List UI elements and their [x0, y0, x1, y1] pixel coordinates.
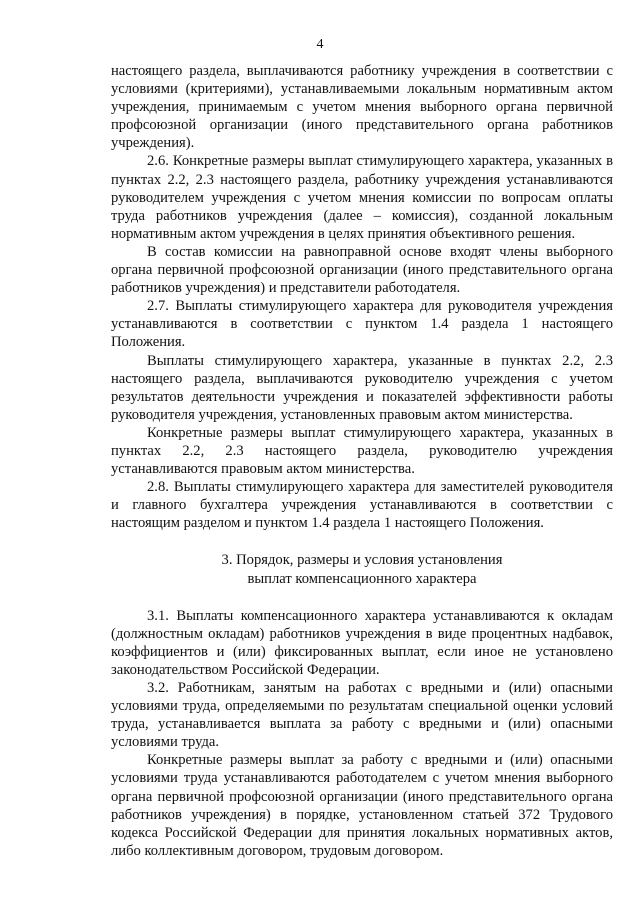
section-heading: [111, 551, 613, 587]
paragraph-2-8: 2.8. Выплаты стимулирующего характера для заместителей руководителя и главного бухгалтера учреждения устанавливаются в соответствии с настоящим разделом и пунктом 1.4 раздела 1 настоящего Положения.: [111, 479, 613, 532]
paragraph-head-amounts: Конкретные размеры выплат стимулирующего характера, указанных в пунктах 2.2, 2.3 настоящего раздела, руководителю учреждения устанавливаются правовым актом министерства.: [111, 424, 613, 478]
paragraph-commission-composition: В состав комиссии на равноправной основе входят члены выборного органа первичной профсоюзной организации (иного представительного органа работников учреждения) и представители работодателя.: [111, 243, 613, 297]
paragraph-harmful-amounts: Конкретные размеры выплат за работу с вредными и (или) опасными условиями труда устанавливаются работодателем с учетом мнения выборного органа первичной профсоюзной организации (иного представительного органа работников учреждения) в порядке, установленном статьей 372 Трудового кодекса Российской Федерации для принятия локальных нормативных актов, либо коллективным договором, трудовым договором.: [111, 752, 613, 859]
section-heading-line-2: выплат компенсационного характера: [247, 570, 477, 587]
paragraph-continuation: настоящего раздела, выплачиваются работнику учреждения в соответствии с условиями (критериями), устанавливаемыми локальным нормативным актом учреждения, принимаемым с учетом мнения выборного органа первичной профсоюзной организации (иного представительного органа работников учреждения).: [111, 63, 613, 152]
paragraph-2-7: 2.7. Выплаты стимулирующего характера для руководителя учреждения устанавливаются в соответствии с пунктом 1.4 раздела 1 настоящего Положения.: [111, 298, 613, 351]
spacer: [111, 588, 613, 607]
page-number: 4: [316, 37, 324, 52]
paragraph-2-6: 2.6. Конкретные размеры выплат стимулирующего характера, указанных в пунктах 2.2, 2.3 настоящего раздела, работнику учреждения устанавливаются руководителем учреждения с учетом мнения комиссии по вопросам оплаты труда работников учреждения (далее – комиссия), созданной локальным нормативным актом учреждения в целях принятия объективного решения.: [111, 153, 613, 242]
paragraph-3-2: 3.2. Работникам, занятым на работах с вредными и (или) опасными условиями труда, определяемыми по результатам специальной оценки условий труда, устанавливается выплата за работу с вредными и (или) опасными условиями труда.: [111, 680, 613, 751]
section-heading-line-1: 3. Порядок, размеры и условия установления: [221, 552, 503, 569]
paragraph-3-1: 3.1. Выплаты компенсационного характера устанавливаются к окладам (должностным окладам) работников учреждения в виде процентных надбавок, коэффициентов и (или) фиксированных выплат, если иное не установлено законодательством Российской Федерации.: [111, 607, 613, 678]
paragraph-head-payments: Выплаты стимулирующего характера, указанные в пунктах 2.2, 2.3 настоящего раздела, выплачиваются руководителю учреждения с учетом результатов деятельности учреждения и показателей эффективности работы руководителя учреждения, установленных правовым актом министерства.: [111, 352, 613, 423]
spacer: [111, 532, 613, 551]
document-body: [111, 62, 613, 860]
